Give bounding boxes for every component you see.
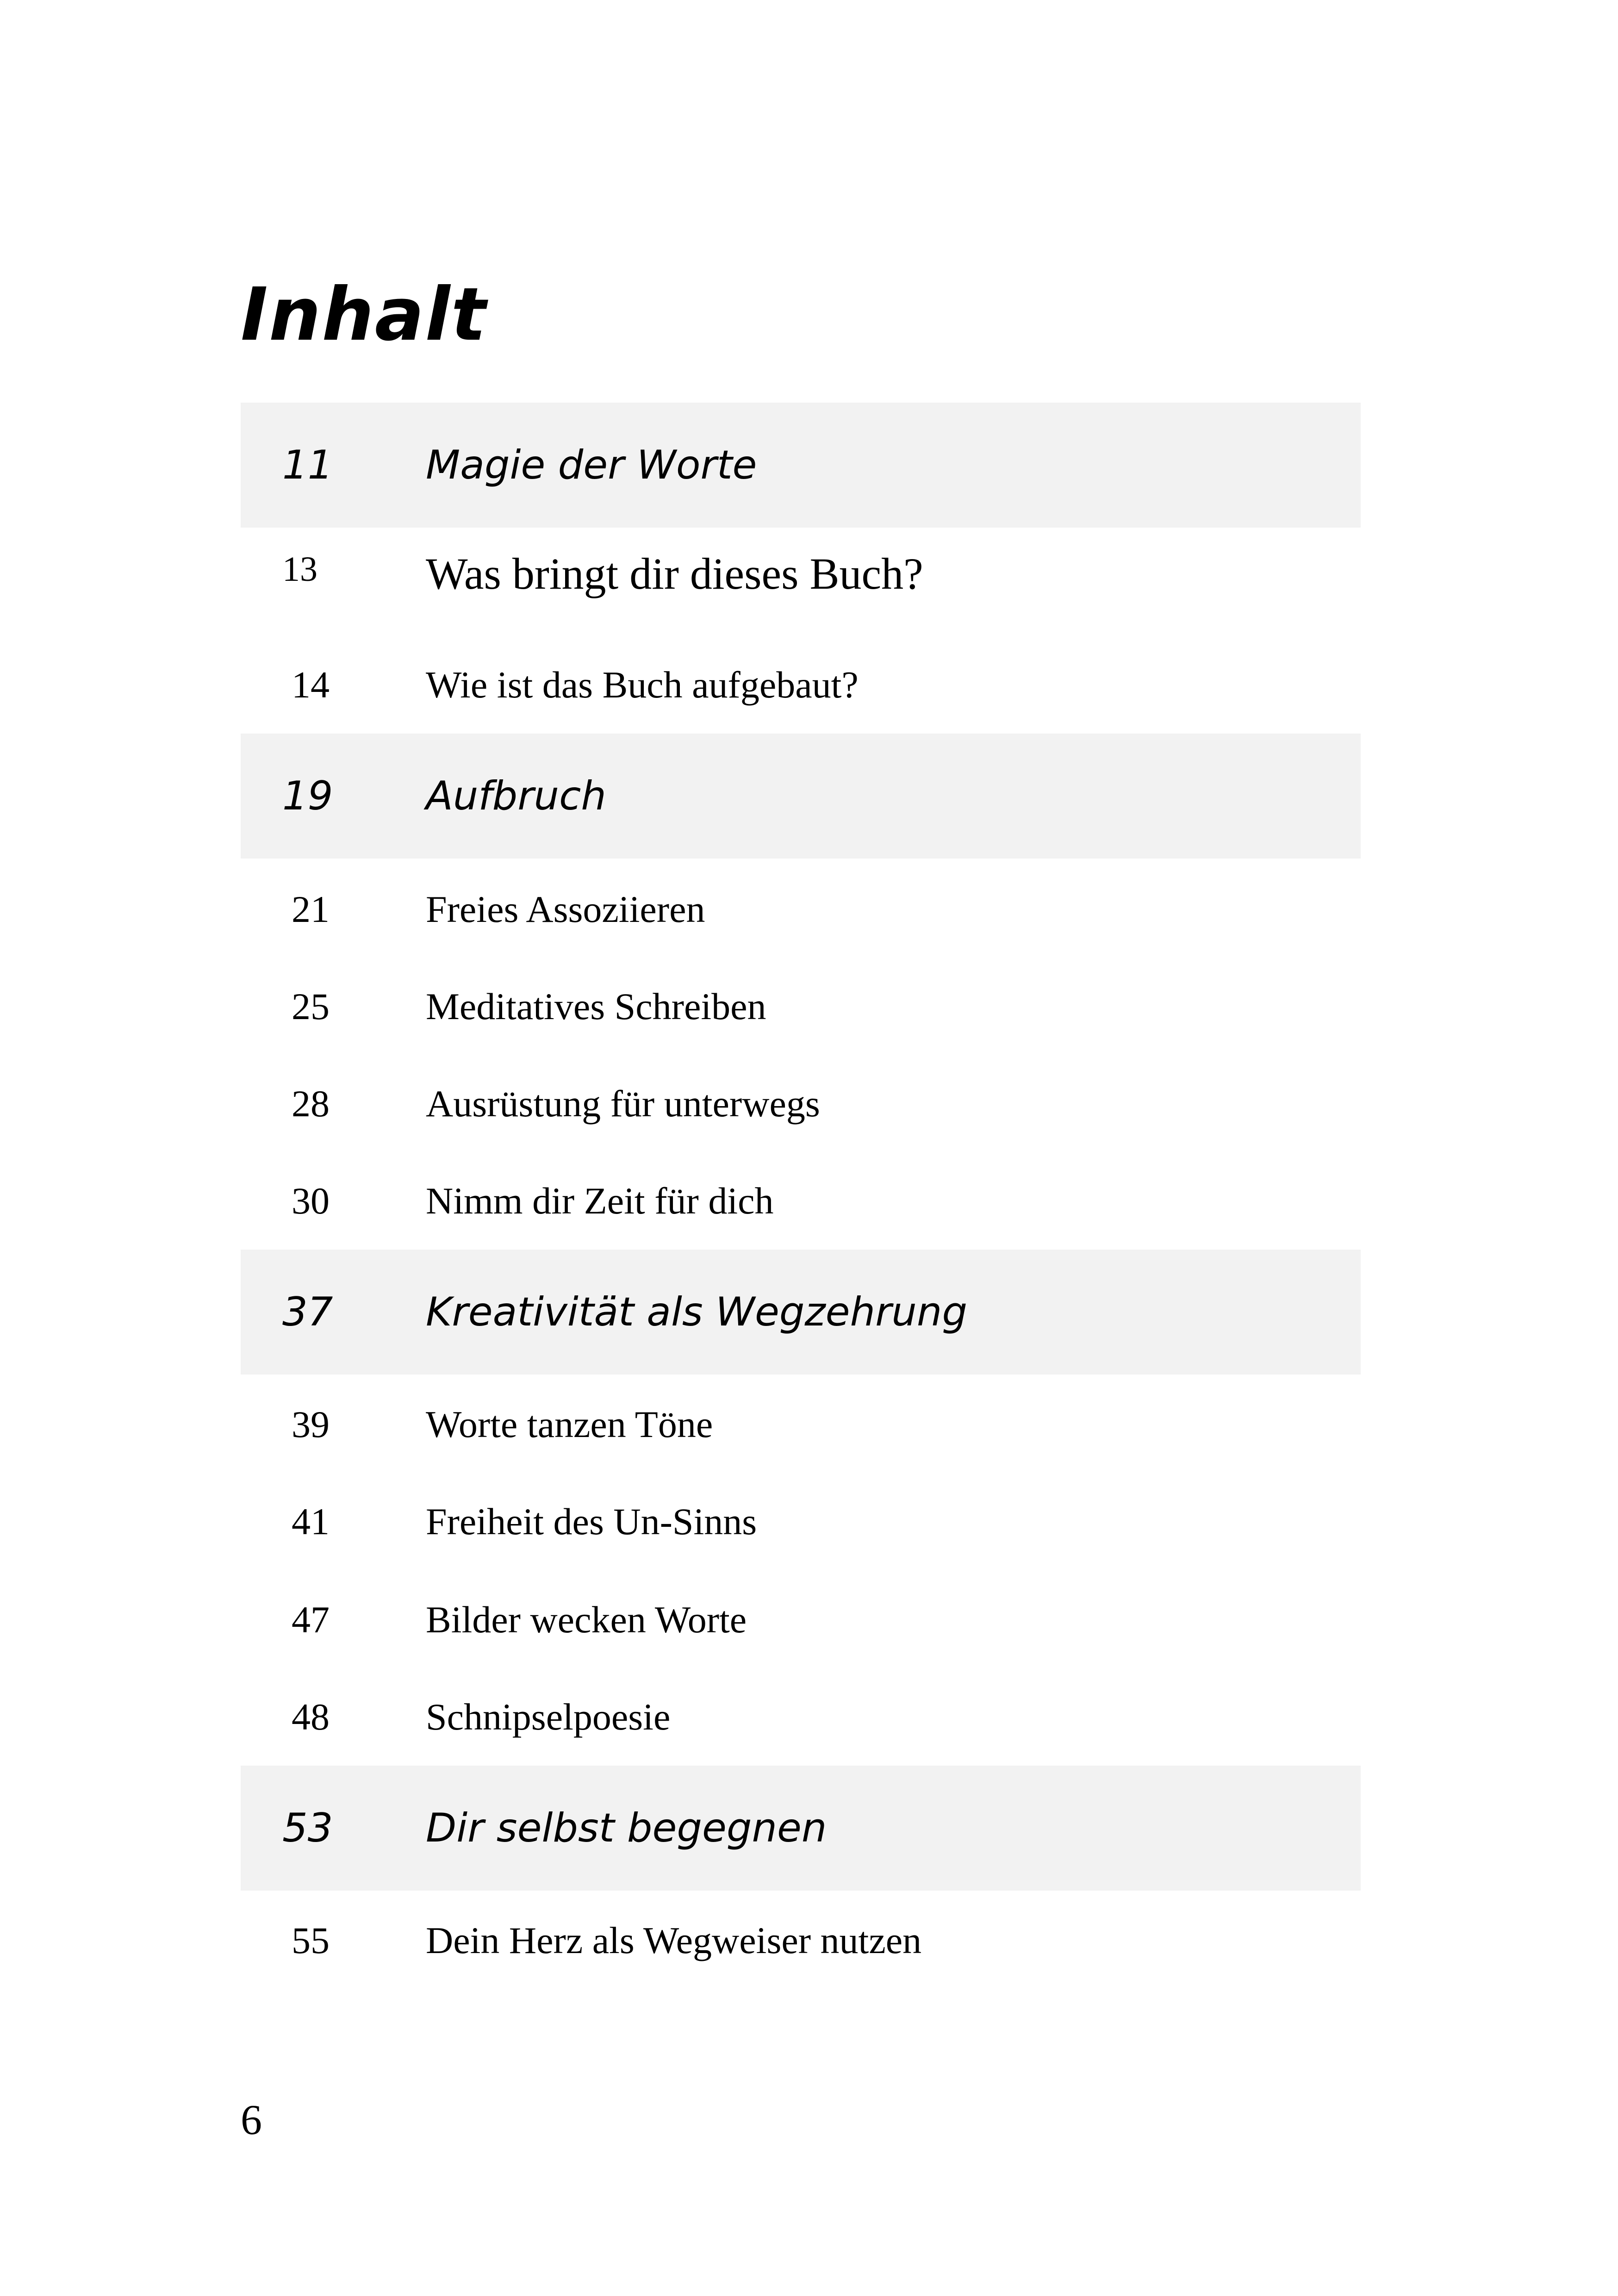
section-title: Schnipselpoesie (426, 1696, 671, 1738)
chapter-title: Dir selbst begegnen (426, 1805, 827, 1851)
toc-chapter-row (241, 1250, 1361, 1375)
chapter-title: Aufbruch (426, 773, 606, 819)
section-page-number: 47 (292, 1599, 330, 1641)
page-title: Inhalt (241, 272, 487, 357)
chapter-page-number: 11 (282, 442, 333, 488)
section-title: Meditatives Schreiben (426, 985, 766, 1027)
section-page-number: 21 (292, 888, 330, 930)
section-title: Freies Assoziieren (426, 888, 705, 930)
section-page-number: 25 (292, 985, 330, 1027)
section-page-number: 30 (292, 1180, 330, 1222)
section-page-number: 39 (292, 1403, 330, 1445)
section-page-number: 13 (282, 550, 317, 589)
chapter-page-number: 37 (282, 1289, 333, 1335)
toc-chapter-row (241, 1766, 1361, 1891)
section-title: Wie ist das Buch aufgebaut? (426, 664, 859, 706)
section-page-number: 41 (292, 1500, 330, 1543)
section-title: Nimm dir Zeit für dich (426, 1180, 774, 1222)
section-page-number: 14 (292, 664, 330, 706)
section-page-number: 55 (292, 1919, 330, 1961)
section-title: Bilder wecken Worte (426, 1599, 747, 1641)
toc-chapter-row (241, 403, 1361, 528)
section-page-number: 48 (292, 1696, 330, 1738)
section-title: Worte tanzen Töne (426, 1403, 713, 1445)
page-number: 6 (241, 2096, 262, 2143)
chapter-page-number: 53 (282, 1805, 333, 1851)
section-title: Freiheit des Un-Sinns (426, 1500, 757, 1543)
chapter-page-number: 19 (282, 773, 333, 819)
chapter-title: Kreativität als Wegzehrung (426, 1289, 968, 1335)
section-page-number: 28 (292, 1083, 330, 1125)
chapter-title: Magie der Worte (426, 442, 757, 488)
section-title: Dein Herz als Wegweiser nutzen (426, 1919, 922, 1961)
toc-chapter-row (241, 734, 1361, 859)
section-title: Ausrüstung für unterwegs (426, 1083, 820, 1125)
section-title: Was bringt dir dieses Buch? (426, 549, 923, 598)
